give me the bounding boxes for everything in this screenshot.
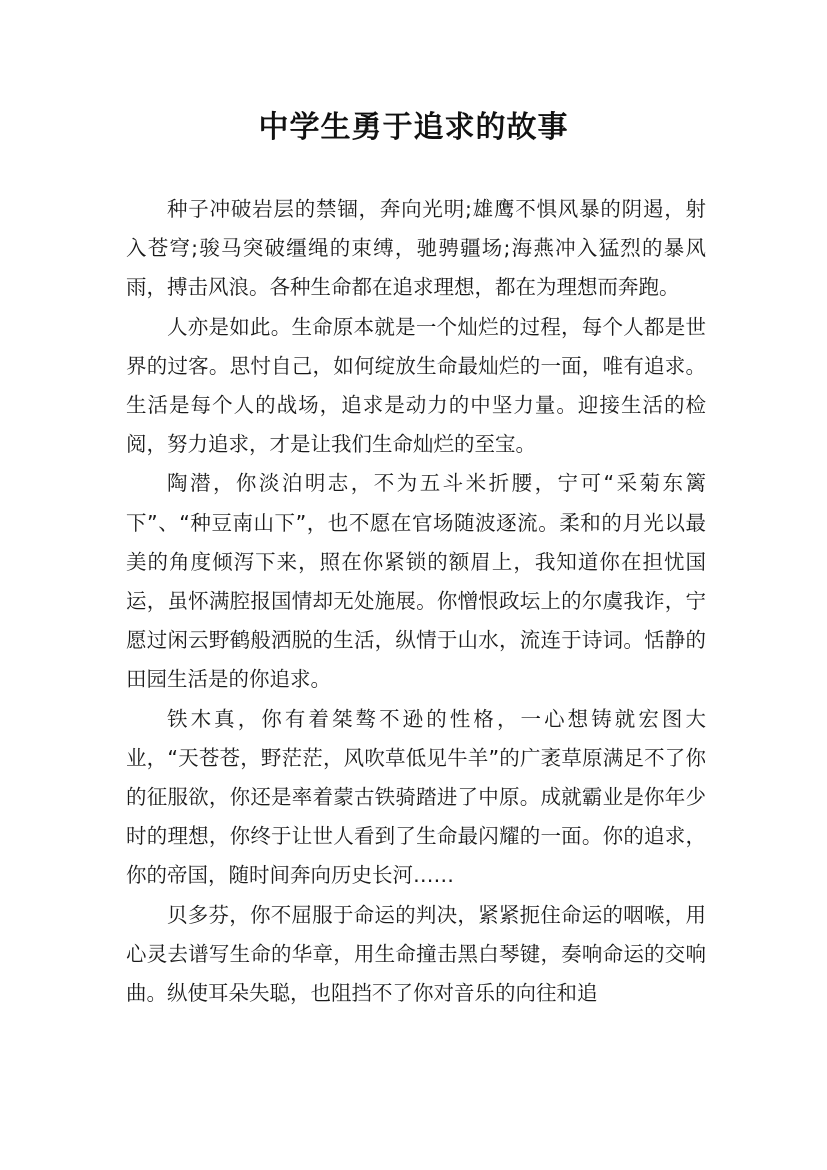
paragraph-beethoven: 贝多芬，你不屈服于命运的判决，紧紧扼住命运的咽喉，用心灵去谱写生命的华章，用生命撞击黑白琴键，奏响命运的交响曲。纵使耳朵失聪，也阻挡不了你对音乐的向往和追 [126, 902, 706, 1006]
paragraph-temujin: 铁木真，你有着桀骜不逊的性格，一心想铸就宏图大业，“天苍苍，野茫茫，风吹草低见牛羊”的广袤草原满足不了你的征服欲，你还是率着蒙古铁骑踏进了中原。成就霸业是你年少时的理想，你终于让世人看到了生命最闪耀的一面。你的追求，你的帝国，随时间奔向历史长河…… [126, 706, 706, 888]
document-title: 中学生勇于追求的故事 [258, 110, 569, 145]
paragraph-life: 人亦是如此。生命原本就是一个灿烂的过程，每个人都是世界的过客。思忖自己，如何绽放生命最灿烂的一面，唯有追求。生活是每个人的战场，追求是动力的中坚力量。迎接生活的检阅，努力追求，才是让我们生命灿烂的至宝。 [126, 314, 706, 457]
document-body [126, 190, 706, 1013]
paragraph-seed: 种子冲破岩层的禁锢，奔向光明;雄鹰不惧风暴的阴遏，射入苍穹;骏马突破缰绳的束缚，驰骋疆场;海燕冲入猛烈的暴风雨，搏击风浪。各种生命都在追求理想，都在为理想而奔跑。 [126, 197, 706, 300]
paragraph-tao-qian: 陶潜，你淡泊明志，不为五斗米折腰，宁可“采菊东篱下”、“种豆南山下”，也不愿在官场随波逐流。柔和的月光以最美的角度倾泻下来，照在你紧锁的额眉上，我知道你在担忧国运，虽怀满腔报国情却无处施展。你憎恨政坛上的尔虞我诈，宁愿过闲云野鹤般洒脱的生活，纵情于山水，流连于诗词。恬静的田园生活是的你追求。 [126, 471, 706, 692]
